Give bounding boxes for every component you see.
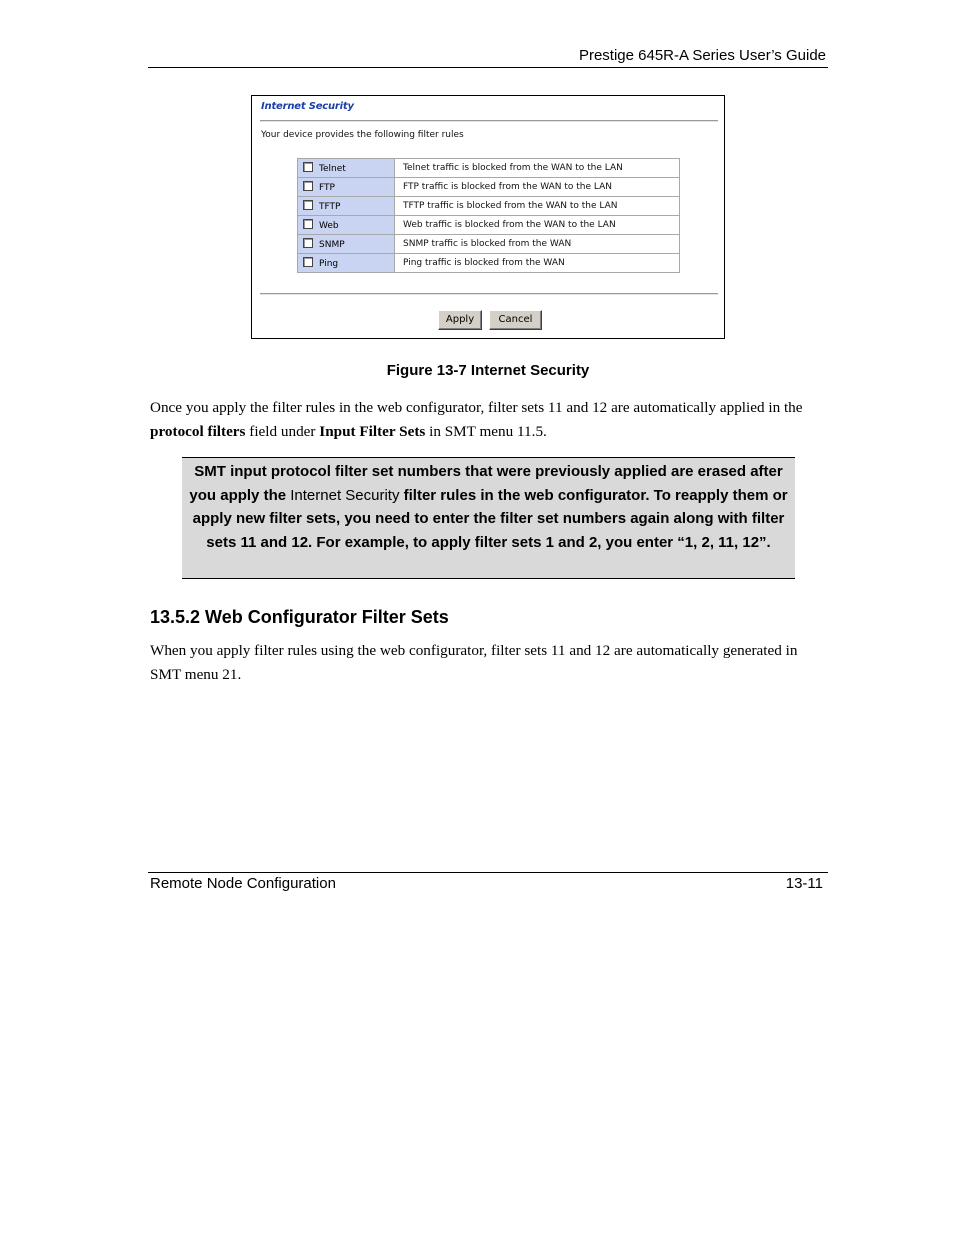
internet-security-figure [251, 95, 725, 339]
rule-name: Ping [319, 259, 339, 269]
filter-rule-row [298, 159, 680, 178]
header-rule [148, 67, 828, 68]
rule-name: FTP [319, 183, 335, 193]
filter-rule-row [298, 235, 680, 254]
filter-rule-row [298, 216, 680, 235]
filter-rule-row [298, 197, 680, 216]
page-number: 13-11 [785, 875, 823, 892]
figure-intro: Your device provides the following filter rules [261, 130, 464, 140]
rule-description: Web traffic is blocked from the WAN to the LAN [395, 216, 680, 235]
ftp-checkbox[interactable] [303, 181, 313, 191]
rule-description: Ping traffic is blocked from the WAN [395, 254, 680, 273]
figure-divider-bottom [260, 293, 718, 295]
text-run: in SMT menu 11.5. [425, 423, 547, 440]
note-box [182, 457, 795, 579]
apply-button[interactable]: Apply [438, 310, 482, 330]
figure-title: Internet Security [261, 101, 354, 112]
figure-divider-top [260, 120, 718, 122]
rule-name: SNMP [319, 240, 345, 250]
ping-checkbox[interactable] [303, 257, 313, 267]
section-heading: 13.5.2 Web Configurator Filter Sets [150, 607, 449, 627]
footer-rule [148, 872, 828, 873]
text-run: field under [245, 423, 320, 440]
rule-name: Telnet [319, 164, 346, 174]
paragraph-filter-rules [150, 396, 830, 444]
rule-description: SNMP traffic is blocked from the WAN [395, 235, 680, 254]
rule-description: Telnet traffic is blocked from the WAN to the LAN [395, 159, 680, 178]
telnet-checkbox[interactable] [303, 162, 313, 172]
rule-name: TFTP [319, 202, 341, 212]
footer-chapter: Remote Node Configuration [150, 875, 336, 892]
note-text: filter rules in the web configurator. To reapply them or apply new filter sets, you need to enter the filter set numbers again along with filter sets 11 and 12. For example, to apply filter sets 1 and 2, you enter “1, 2, 11, 12”. [192, 486, 788, 551]
note-text: SMT input protocol filter set numbers that were previously applied are erased after you apply the [189, 463, 783, 504]
header-title: Prestige 645R-A Series User’s Guide [578, 47, 826, 64]
bold-term: Input Filter Sets [319, 423, 426, 440]
filter-rule-row [298, 178, 680, 197]
rule-description: TFTP traffic is blocked from the WAN to the LAN [395, 197, 680, 216]
filter-rule-row [298, 254, 680, 273]
filter-rules-table [297, 158, 680, 273]
tftp-checkbox[interactable] [303, 200, 313, 210]
rule-name: Web [319, 221, 339, 231]
web-checkbox[interactable] [303, 219, 313, 229]
section-body: When you apply filter rules using the web configurator, filter sets 11 and 12 are automatically generated in SMT menu 21. [150, 642, 798, 683]
bold-term: protocol filters [150, 423, 246, 440]
snmp-checkbox[interactable] [303, 238, 313, 248]
figure-caption: Figure 13-7 Internet Security [386, 362, 590, 379]
rule-description: FTP traffic is blocked from the WAN to the LAN [395, 178, 680, 197]
note-term: Internet Security [290, 486, 400, 504]
text-run: Once you apply the filter rules in the web configurator, filter sets 11 and 12 are automatically applied in the [150, 399, 803, 416]
cancel-button[interactable]: Cancel [489, 310, 542, 330]
